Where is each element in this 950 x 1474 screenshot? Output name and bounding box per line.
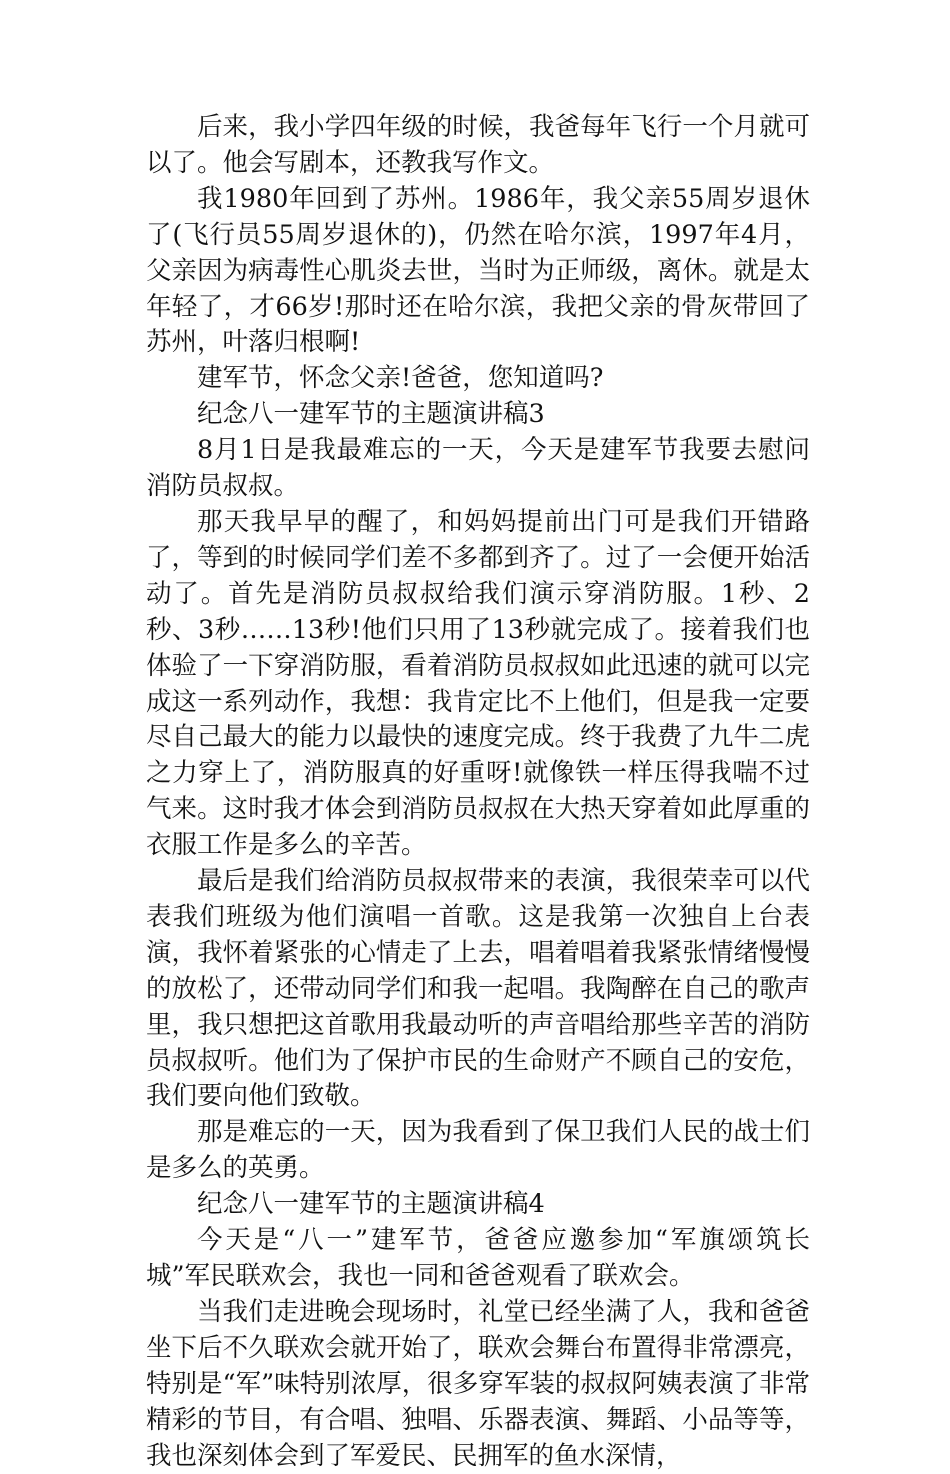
paragraph: 8月1日是我最难忘的一天，今天是建军节我要去慰问消防员叔叔。 (146, 435, 810, 502)
paragraph: 我1980年回到了苏州。1986年，我父亲55周岁退休了(飞行员55周岁退休的)，仍然在哈尔滨，1997年4月，父亲因为病毒性心肌炎去世，当时为正师级，离休。就是太年轻了，才66岁!那时还在哈尔滨，我把父亲的骨灰带回了苏州，叶落归根啊! (146, 183, 810, 358)
paragraph: 后来，我小学四年级的时候，我爸每年飞行一个月就可以了。他会写剧本，还教我写作文。 (146, 112, 810, 178)
paragraph: 今天是“八一”建军节，爸爸应邀参加“军旗颂筑长城”军民联欢会，我也一同和爸爸观看了联欢会。 (146, 1225, 810, 1291)
paragraph: 那是难忘的一天，因为我看到了保卫我们人民的战士们是多么的英勇。 (146, 1117, 810, 1184)
document-page (146, 110, 810, 1474)
paragraph: 那天我早早的醒了，和妈妈提前出门可是我们开错路了，等到的时候同学们差不多都到齐了。过了一会便开始活动了。首先是消防员叔叔给我们演示穿消防服。1秒、2秒、3秒……13秒!他们只用了13秒就完成了。接着我们也体验了一下穿消防服，看着消防员叔叔如此迅速的就可以完成这一系列动作，我想：我肯定比不上他们，但是我一定要尽自己最大的能力以最快的速度完成。终于我费了九牛二虎之力穿上了，消防服真的好重呀!就像铁一样压得我喘不过气来。这时我才体会到消防员叔叔在大热天穿着如此厚重的衣服工作是多么的辛苦。 (146, 506, 810, 861)
paragraph: 最后是我们给消防员叔叔带来的表演，我很荣幸可以代表我们班级为他们演唱一首歌。这是我第一次独自上台表演，我怀着紧张的心情走了上去，唱着唱着我紧张情绪慢慢的放松了，还带动同学们和我一起唱。我陶醉在自己的歌声里，我只想把这首歌用我最动听的声音唱给那些辛苦的消防员叔叔听。他们为了保护市民的生命财产不顾自己的安危，我们要向他们致敬。 (146, 866, 810, 1112)
section-heading: 纪念八一建军节的主题演讲稿3 (197, 399, 545, 430)
section-heading: 纪念八一建军节的主题演讲稿4 (197, 1189, 545, 1220)
paragraph: 建军节，怀念父亲!爸爸，您知道吗? (197, 363, 604, 394)
paragraph: 当我们走进晚会现场时，礼堂已经坐满了人，我和爸爸坐下后不久联欢会就开始了，联欢会舞台布置得非常漂亮，特别是“军”味特别浓厚，很多穿军装的叔叔阿姨表演了非常精彩的节目，有合唱、独唱、乐器表演、舞蹈、小品等等，我也深刻体会到了军爱民、民拥军的鱼水深情， (146, 1296, 810, 1471)
